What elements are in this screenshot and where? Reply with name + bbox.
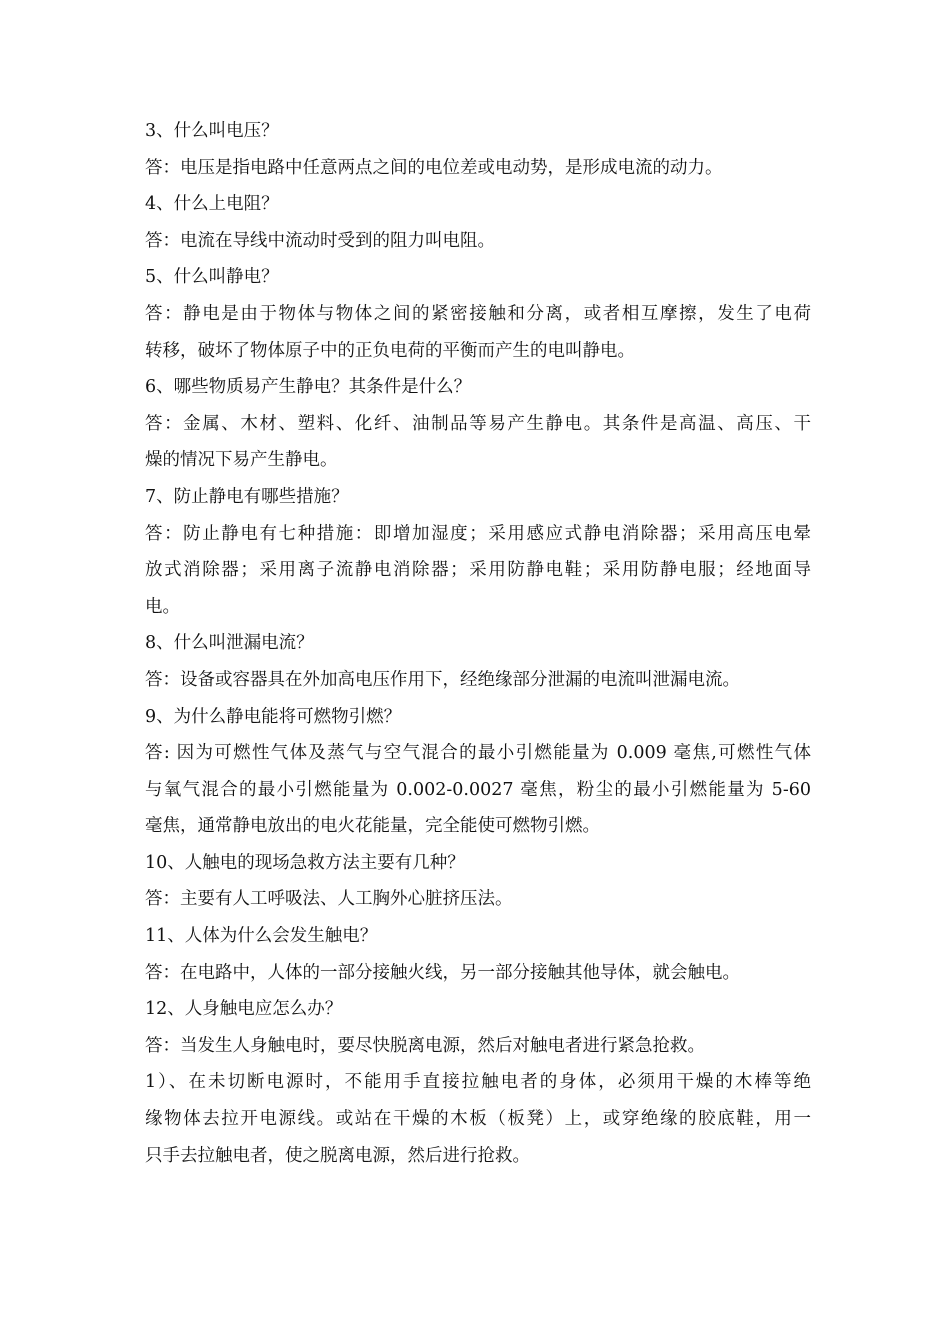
answer-4: 答：电流在导线中流动时受到的阻力叫电阻。 [145, 230, 495, 251]
question-9: 9、为什么静电能将可燃物引燃？ [145, 706, 402, 727]
answer-6-line-1: 答：金属、木材、塑料、化纤、油制品等易产生静电。其条件是高温、高压、干 [145, 413, 811, 434]
answer-5-line-1: 答：静电是由于物体与物体之间的紧密接触和分离，或者相互摩擦，发生了电荷 [145, 303, 811, 324]
question-8: 8、什么叫泄漏电流？ [145, 633, 314, 654]
question-6: 6、哪些物质易产生静电？其条件是什么？ [145, 377, 472, 398]
answer-9-line-2: 与氧气混合的最小引燃能量为 0.002-0.0027 毫焦，粉尘的最小引燃能量为 5-60 [145, 779, 811, 800]
question-5: 5、什么叫静电？ [145, 267, 279, 288]
answer-3: 答：电压是指电路中任意两点之间的电位差或电动势，是形成电流的动力。 [145, 157, 723, 178]
step-1-line-2: 缘物体去拉开电源线。或站在干燥的木板（板凳）上，或穿绝缘的胶底鞋，用一 [145, 1109, 811, 1130]
answer-9-line-3: 毫焦，通常静电放出的电火花能量，完全能使可燃物引燃。 [145, 816, 600, 837]
question-11: 11、人体为什么会发生触电？ [145, 926, 378, 947]
answer-7-line-3: 电。 [145, 596, 180, 617]
answer-10: 答：主要有人工呼吸法、人工胸外心脏挤压法。 [145, 889, 513, 910]
question-3: 3、什么叫电压？ [145, 121, 279, 141]
step-1-line-1: 1）、在未切断电源时，不能用手直接拉触电者的身体，必须用干燥的木棒等绝 [145, 1072, 811, 1093]
answer-9-line-1: 答: 因为可燃性气体及蒸气与空气混合的最小引燃能量为 0.009 毫焦,可燃性气体 [145, 743, 811, 764]
answer-11: 答：在电路中，人体的一部分接触火线，另一部分接触其他导体，就会触电。 [145, 962, 740, 983]
question-10: 10、人触电的现场急救方法主要有几种？ [145, 852, 465, 873]
step-1-line-3: 只手去拉触电者，使之脱离电源，然后进行抢救。 [145, 1145, 530, 1166]
answer-7-line-1: 答：防止静电有七种措施：即增加湿度；采用感应式静电消除器；采用高压电晕 [145, 523, 811, 544]
answer-5-line-2: 转移，破坏了物体原子中的正负电荷的平衡而产生的电叫静电。 [145, 340, 635, 361]
answer-7-line-2: 放式消除器；采用离子流静电消除器；采用防静电鞋；采用防静电服；经地面导 [145, 560, 811, 581]
question-7: 7、防止静电有哪些措施？ [145, 486, 349, 507]
answer-8: 答：设备或容器具在外加高电压作用下，经绝缘部分泄漏的电流叫泄漏电流。 [145, 669, 740, 690]
question-4: 4、什么上电阻？ [145, 194, 279, 215]
answer-6-line-2: 燥的情况下易产生静电。 [145, 450, 338, 471]
answer-12: 答：当发生人身触电时，要尽快脱离电源，然后对触电者进行紧急抢救。 [145, 1035, 705, 1056]
question-12: 12、人身触电应怎么办？ [145, 999, 343, 1020]
document-page [145, 113, 811, 1174]
